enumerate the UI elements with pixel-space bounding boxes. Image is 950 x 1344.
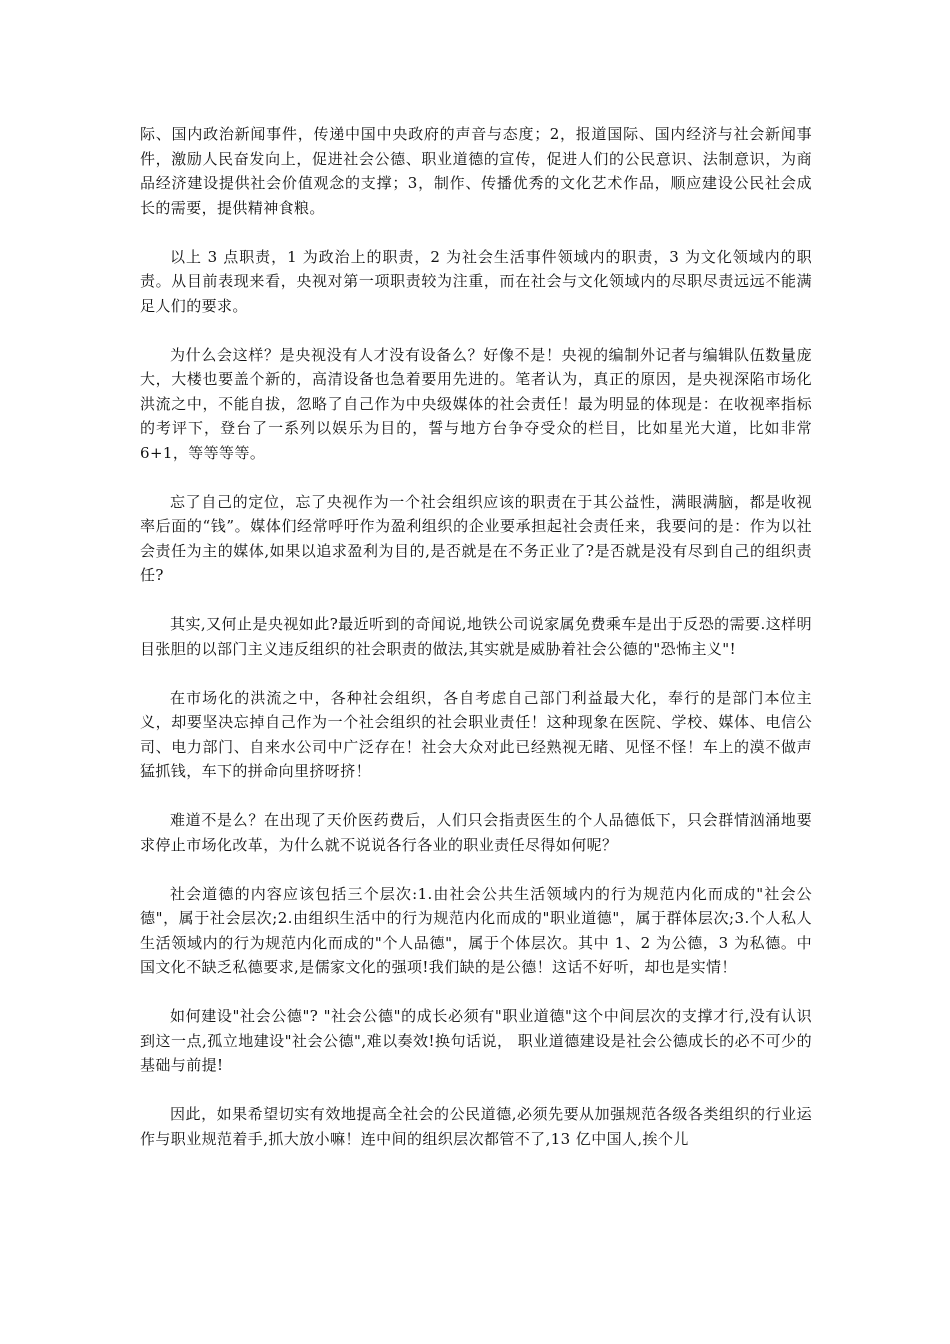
paragraph-5: 其实,又何止是央视如此?最近听到的奇闻说,地铁公司说家属免费乘车是出于反恐的需要.这样明目张胆的以部门主义违反组织的社会职责的做法,其实就是威胁着社会公德的"恐怖主义"! bbox=[140, 615, 812, 658]
paragraph-8: 社会道德的内容应该包括三个层次:1.由社会公共生活领域内的行为规范内化而成的"社会公德"，属于社会层次;2.由组织生活中的行为规范内化而成的"职业道德"，属于群体层次;3.个人私人生活领域内的行为规范内化而成的"个人品德"，属于个体层次。其中 1、2 为公德，3 为私德。中国文化不缺乏私德要求,是儒家文化的强项!我们缺的是公德！这话不好听，却也是实情！ bbox=[140, 884, 812, 976]
paragraph-10: 因此，如果希望切实有效地提高全社会的公民道德,必须先要从加强规范各级各类组织的行业运作与职业规范着手,抓大放小嘛！连中间的组织层次都管不了,13 亿中国人,挨个儿 bbox=[140, 1105, 812, 1148]
paragraph-1: 际、国内政治新闻事件，传递中国中央政府的声音与态度；2，报道国际、国内经济与社会新闻事件，激励人民奋发向上，促进社会公德、职业道德的宣传，促进人们的公民意识、法制意识，为商品经济建设提供社会价值观念的支撑；3，制作、传播优秀的文化艺术作品，顺应建设公民社会成长的需要，提供精神食粮。 bbox=[140, 125, 812, 217]
article-body bbox=[140, 122, 812, 1176]
paragraph-7: 难道不是么？在出现了天价医药费后，人们只会指责医生的个人品德低下，只会群情汹涌地要求停止市场化改革，为什么就不说说各行各业的职业责任尽得如何呢？ bbox=[140, 811, 812, 854]
paragraph-4: 忘了自己的定位，忘了央视作为一个社会组织应该的职责在于其公益性，满眼满脑，都是收视率后面的“钱”。媒体们经常呼吁作为盈利组织的企业要承担起社会责任来，我要问的是：作为以社会责任为主的媒体,如果以追求盈利为目的,是否就是在不务正业了?是否就是没有尽到自己的组织责任? bbox=[140, 492, 812, 584]
paragraph-6: 在市场化的洪流之中，各种社会组织，各自考虑自己部门利益最大化，奉行的是部门本位主义，却要坚决忘掉自己作为一个社会组织的社会职业责任！这种现象在医院、学校、媒体、电信公司、电力部门、自来水公司中广泛存在！社会大众对此已经熟视无睹、见怪不怪！车上的漠不做声猛抓钱，车下的拼命向里挤呀挤！ bbox=[140, 688, 812, 780]
paragraph-3: 为什么会这样？是央视没有人才没有设备么？好像不是！央视的编制外记者与编辑队伍数量庞大，大楼也要盖个新的，高清设备也急着要用先进的。笔者认为，真正的原因，是央视深陷市场化洪流之中，不能自拔，忽略了自己作为中央级媒体的社会责任！最为明显的体现是：在收视率指标的考评下，登台了一系列以娱乐为目的，誓与地方台争夺受众的栏目，比如星光大道，比如非常 6+1，等等等等。 bbox=[140, 345, 812, 462]
paragraph-2: 以上 3 点职责，1 为政治上的职责，2 为社会生活事件领域内的职责，3 为文化领域内的职责。从目前表现来看，央视对第一项职责较为注重，而在社会与文化领域内的尽职尽责远远不能满足人们的要求。 bbox=[140, 247, 812, 315]
paragraph-9: 如何建设"社会公德"? "社会公德"的成长必须有"职业道德"这个中间层次的支撑才行,没有认识到这一点,孤立地建设"社会公德",难以奏效!换句话说， 职业道德建设是社会公德成长的必不可少的基础与前提! bbox=[140, 1007, 812, 1074]
